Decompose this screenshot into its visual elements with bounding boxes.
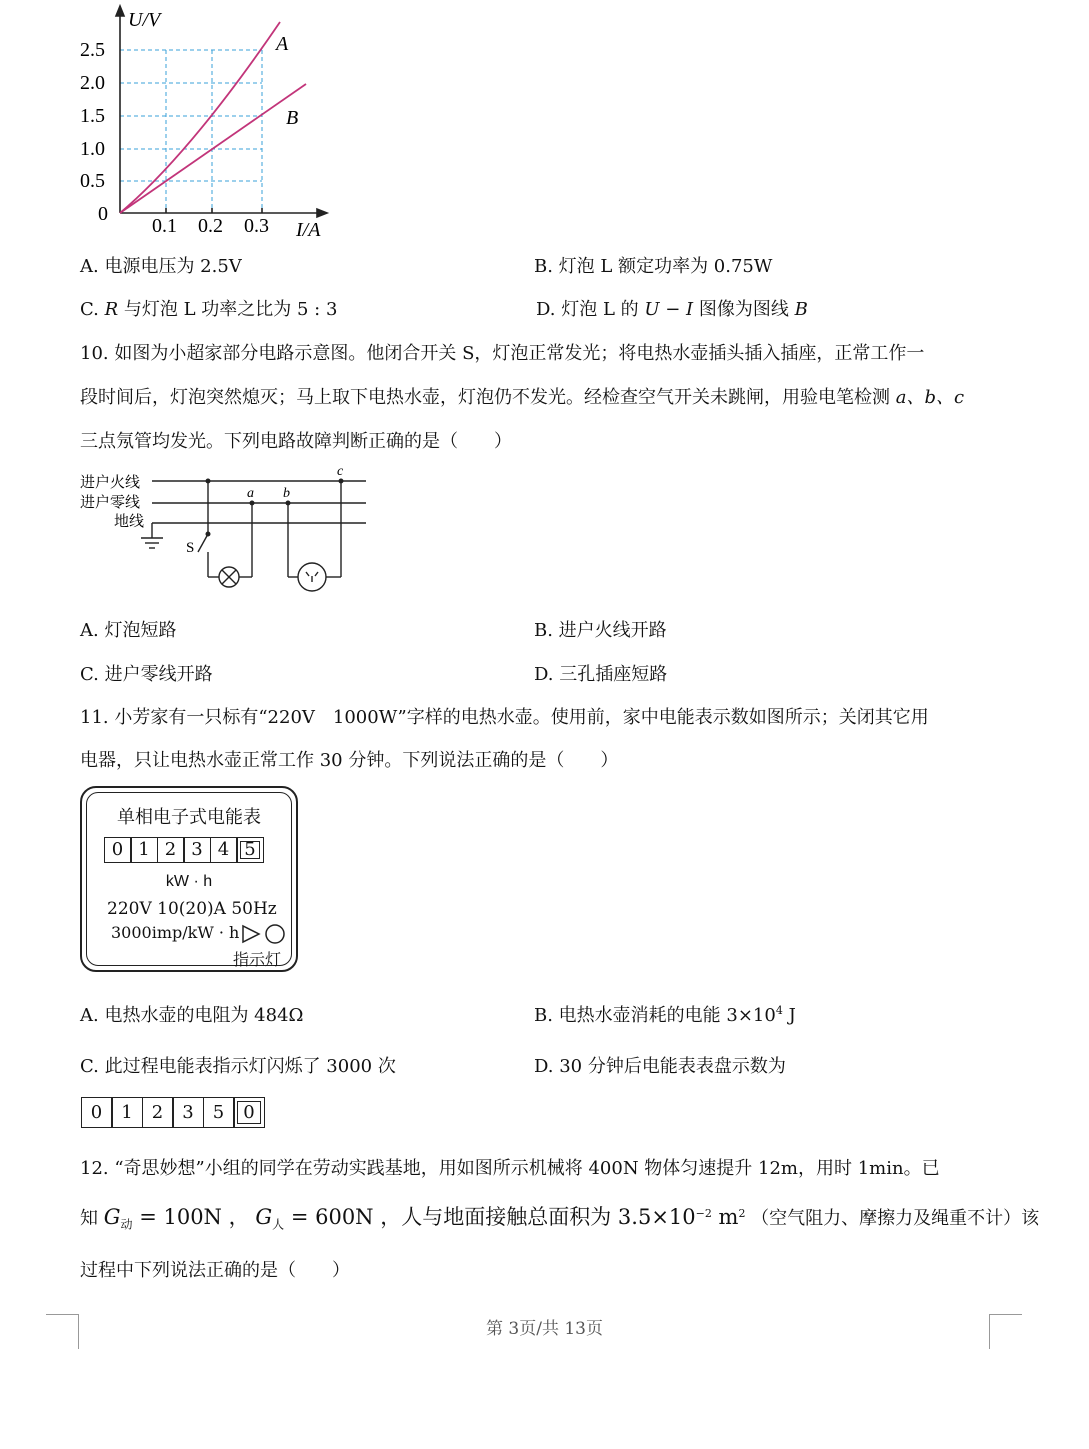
neutral-wire-label: 进户零线 xyxy=(80,495,141,511)
result-digit: 0 xyxy=(81,1097,113,1128)
g-pulley-value: = 100N ， xyxy=(132,1205,250,1229)
energy-meter xyxy=(80,786,298,972)
q10-stem-line2 xyxy=(80,383,964,409)
q12-stem-line3: 过程中下列说法正确的是（ ） xyxy=(80,1260,350,1281)
graph-grid xyxy=(120,50,262,213)
q9-option-a[interactable]: A. 电源电压为 2.5V xyxy=(80,256,242,277)
q9-option-c[interactable] xyxy=(80,295,337,321)
q9-option-d[interactable] xyxy=(536,295,808,321)
area-exponent: −2 xyxy=(695,1207,712,1220)
g-pulley-subscript: 动 xyxy=(120,1217,133,1232)
meter-indicator-icon xyxy=(241,923,289,945)
point-b-label: b xyxy=(283,486,290,501)
meter-digit: 1 xyxy=(130,837,158,863)
meter-title: 单相电子式电能表 xyxy=(117,807,261,828)
point-c-label: c xyxy=(337,464,344,479)
q12-line2-prefix: 知 xyxy=(80,1208,104,1229)
meter-digit: 0 xyxy=(104,837,132,863)
switch-s xyxy=(198,534,208,552)
meter-digit-decimal: 5 xyxy=(236,837,264,863)
q10-option-c[interactable]: C. 进户零线开路 xyxy=(80,664,213,685)
q10-points: a、b、c xyxy=(895,387,965,408)
option-b-unit: J xyxy=(782,1005,796,1026)
curve-a-label: A xyxy=(276,33,289,55)
y-tick-label: 2.5 xyxy=(80,39,105,61)
q12-stem-line1: 12. “奇思妙想”小组的同学在劳动实践基地，用如图所示机械将 400N 物体匀速提升 12m，用时 1min。已 xyxy=(80,1158,940,1179)
q11-stem-line1: 11. 小芳家有一只标有“220V 1000W”字样的电热水壶。使用前，家中电能表示数如图所示；关闭其它用 xyxy=(80,707,929,728)
live-wire-label: 进户火线 xyxy=(80,475,141,491)
circuit-diagram xyxy=(76,462,376,600)
curve-b-label: B xyxy=(286,107,299,129)
curve-a xyxy=(120,22,280,213)
q12-line2-tail: （空气阻力、摩擦力及绳重不计）该 xyxy=(745,1208,1040,1229)
g-person-value: = 600N ，人与地面接触总面积为 xyxy=(284,1205,618,1229)
switch-label: S xyxy=(186,540,195,556)
q11-option-c[interactable]: C. 此过程电能表指示灯闪烁了 3000 次 xyxy=(80,1056,396,1077)
meter-digits xyxy=(105,837,264,863)
y-tick-label: 0.5 xyxy=(80,170,105,192)
meter-spec-imp: 3000imp/kW · h xyxy=(111,923,240,942)
result-digit: 3 xyxy=(172,1097,204,1128)
y-axis-label: U/V xyxy=(128,9,161,31)
meter-digit: 3 xyxy=(183,837,211,863)
q12-stem-line2 xyxy=(80,1201,1039,1233)
ui-symbol: U − I xyxy=(644,299,694,320)
point-a-label: a xyxy=(247,486,254,501)
ground-wire-label: 地线 xyxy=(114,514,145,530)
y-tick-label: 2.0 xyxy=(80,72,105,94)
result-digit: 5 xyxy=(203,1097,235,1128)
x-tick-label: 0.2 xyxy=(198,215,223,237)
q10-stem-line3: 三点氖管均发光。下列电路故障判断正确的是（ ） xyxy=(80,431,512,452)
option-c-prefix: C. xyxy=(80,299,105,320)
meter-spec-voltage: 220V 10(20)A 50Hz xyxy=(107,899,277,919)
result-meter-digits xyxy=(82,1097,265,1128)
y-axis-arrow xyxy=(116,6,124,16)
q10-option-d[interactable]: D. 三孔插座短路 xyxy=(534,664,668,685)
option-d-prefix: D. 灯泡 L 的 xyxy=(536,299,645,320)
g-person-subscript: 人 xyxy=(272,1217,285,1232)
curve-b xyxy=(120,84,306,213)
result-digit: 1 xyxy=(111,1097,143,1128)
meter-indicator-label: 指示灯 xyxy=(233,950,282,969)
result-digit: 2 xyxy=(142,1097,174,1128)
option-b-text: B. 电热水壶消耗的电能 3×10 xyxy=(534,1005,776,1026)
q10-stem-line1: 10. 如图为小超家部分电路示意图。他闭合开关 S，灯泡正常发光；将电热水壶插头插入插座，正常工作一 xyxy=(80,343,925,364)
g-pulley-symbol: G xyxy=(103,1205,121,1229)
result-digit-decimal: 0 xyxy=(233,1097,265,1128)
q9-option-b[interactable]: B. 灯泡 L 额定功率为 0.75W xyxy=(534,256,773,277)
q11-option-d[interactable]: D. 30 分钟后电能表表盘示数为 xyxy=(534,1056,786,1077)
x-axis-arrow xyxy=(317,209,327,217)
q10-option-a[interactable]: A. 灯泡短路 xyxy=(80,620,177,641)
meter-digit: 2 xyxy=(157,837,185,863)
meter-unit: kW · h xyxy=(165,873,213,890)
y-tick-label: 1.5 xyxy=(80,105,105,127)
area-value: 3.5×10 xyxy=(617,1205,696,1229)
meter-digit: 4 xyxy=(210,837,238,863)
u-i-graph xyxy=(70,4,340,240)
curve-b-ref: B xyxy=(794,299,808,320)
option-d-mid: 图像为图线 xyxy=(693,299,795,320)
g-person-symbol: G xyxy=(255,1205,273,1229)
x-tick-label: 0.1 xyxy=(152,215,177,237)
y-tick-label: 1.0 xyxy=(80,138,105,160)
q10-option-b[interactable]: B. 进户火线开路 xyxy=(534,620,667,641)
q11-stem-line2: 电器，只让电热水壶正常工作 30 分钟。下列说法正确的是（ ） xyxy=(80,750,619,771)
q11-option-b[interactable] xyxy=(534,1001,796,1027)
option-b-exponent: 4 xyxy=(775,1004,783,1017)
area-unit: m xyxy=(711,1205,739,1229)
x-axis-label: I/A xyxy=(296,219,321,240)
q11-option-a[interactable]: A. 电热水壶的电阻为 484Ω xyxy=(80,1005,304,1026)
option-c-text: 与灯泡 L 功率之比为 5 : 3 xyxy=(118,299,338,320)
x-tick-label: 0.3 xyxy=(244,215,269,237)
origin-label: 0 xyxy=(98,203,108,225)
resistor-symbol: R xyxy=(104,299,119,320)
q10-line2-text: 段时间后，灯泡突然熄灭；马上取下电热水壶，灯泡仍不发光。经检查空气开关未跳闸，用验电笔检测 xyxy=(80,387,890,408)
page-number: 第 3页/共 13页 xyxy=(486,1319,603,1339)
area-unit-exponent: 2 xyxy=(738,1207,746,1220)
